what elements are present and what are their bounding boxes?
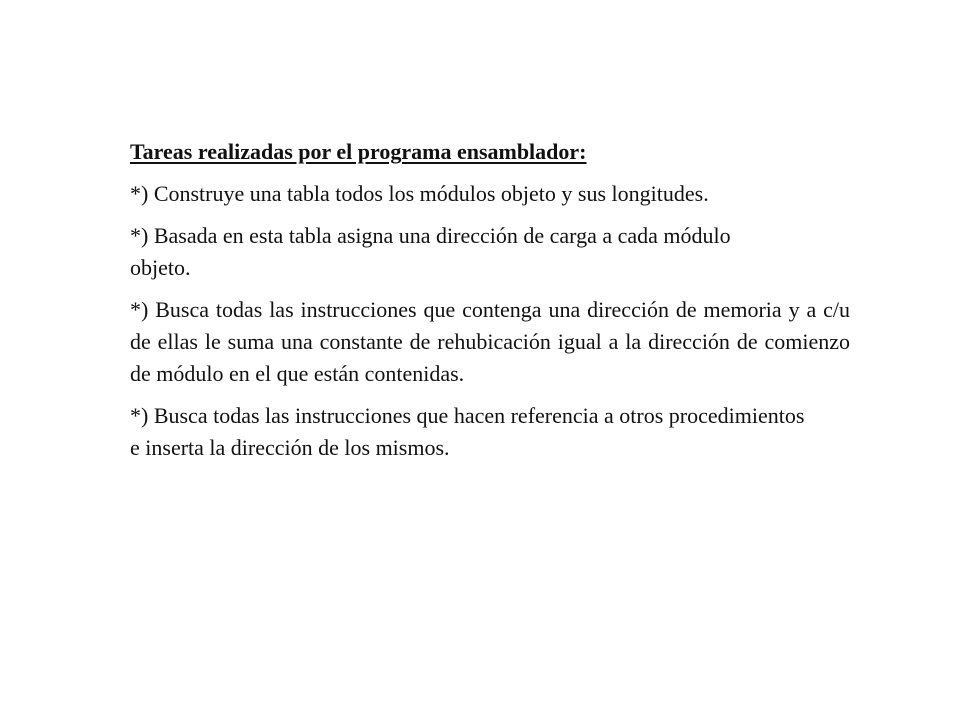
paragraph-2: *) Basada en esta tabla asigna una dirección de carga a cada módulo objeto.	[130, 223, 731, 280]
slide-content	[130, 136, 850, 474]
paragraph-1: *) Construye una tabla todos los módulos objeto y sus longitudes.	[130, 181, 709, 206]
slide-heading: Tareas realizadas por el programa ensamblador:	[130, 139, 587, 164]
paragraph-3: *) Busca todas las instrucciones que contenga una dirección de memoria y a c/u de ellas le suma una constante de rehubicación igual a la dirección de comienzo de módulo en el que están contenidas.	[130, 297, 850, 386]
paragraph-4: *) Busca todas las instrucciones que hacen referencia a otros procedimientos e inserta la dirección de los mismos.	[130, 403, 805, 460]
